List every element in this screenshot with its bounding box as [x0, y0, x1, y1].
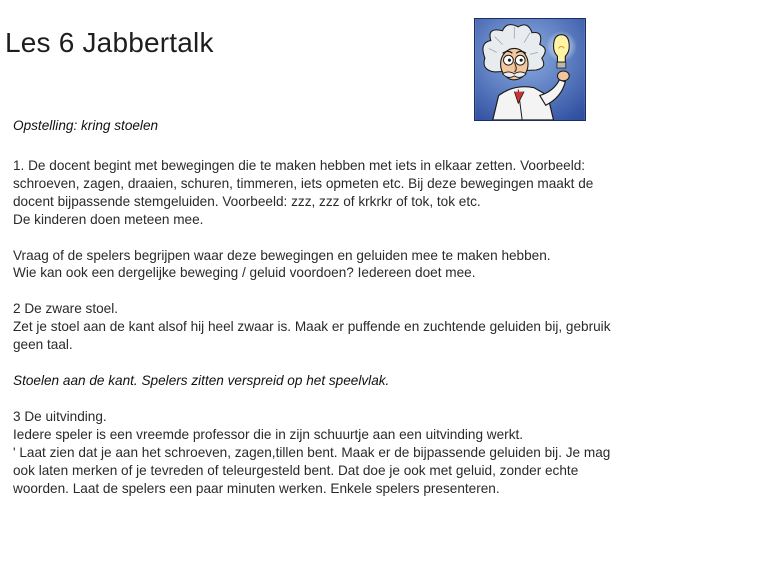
- section-3-line: ' Laat zien dat je aan het schroeven, zagen,tillen bent. Maak er de bijpassende geluiden bij. Je mag: [13, 444, 611, 460]
- section-3-line: Iedere speler is een vreemde professor die in zijn schuurtje aan een uitvinding werkt.: [13, 426, 524, 442]
- section-2: [13, 300, 663, 354]
- section-2-line: Zet je stoel aan de kant alsof hij heel zwaar is. Maak er puffende en zuchtende geluiden bij, gebruik: [13, 319, 611, 335]
- section-3-line: woorden. Laat de spelers een paar minuten werken. Enkele spelers presenteren.: [13, 480, 500, 496]
- section-2-line: geen taal.: [13, 337, 73, 353]
- section-1b: [13, 247, 663, 283]
- section-3: [13, 408, 663, 498]
- section-3-line: ook laten merken of je tevreden of teleurgesteld bent. Dat doe je ook met geluid, zonder echte: [13, 462, 579, 478]
- mad-professor-with-lightbulb-icon: [475, 19, 585, 120]
- section-3-line: 3 De uitvinding.: [13, 408, 107, 424]
- section-1-line: 1. De docent begint met bewegingen die te maken hebben met iets in elkaar zetten. Voorbeeld:: [13, 157, 586, 173]
- section-1-line: docent bijpassende stemgeluiden. Voorbeeld: zzz, zzz of krkrkr of tok, tok etc.: [13, 193, 481, 209]
- section-1b-line: Vraag of de spelers begrijpen waar deze bewegingen en geluiden mee te maken hebben.: [13, 247, 551, 263]
- section-1-line: schroeven, zagen, draaien, schuren, timmeren, iets opmeten etc. Bij deze bewegingen maakt de: [13, 175, 594, 191]
- instruction-text: Stoelen aan de kant. Spelers zitten verspreid op het speelvlak.: [13, 373, 390, 389]
- section-2-line: 2 De zware stoel.: [13, 301, 119, 317]
- section-1-line: De kinderen doen meteen mee.: [13, 211, 204, 227]
- setup-text: Opstelling: kring stoelen: [13, 118, 159, 133]
- section-1: [13, 157, 663, 229]
- slide-title: Les 6 Jabbertalk: [5, 27, 214, 58]
- lesson-content: [13, 117, 663, 498]
- professor-illustration: [474, 18, 586, 121]
- section-1b-line: Wie kan ook een dergelijke beweging / geluid voordoen? Iedereen doet mee.: [13, 265, 476, 281]
